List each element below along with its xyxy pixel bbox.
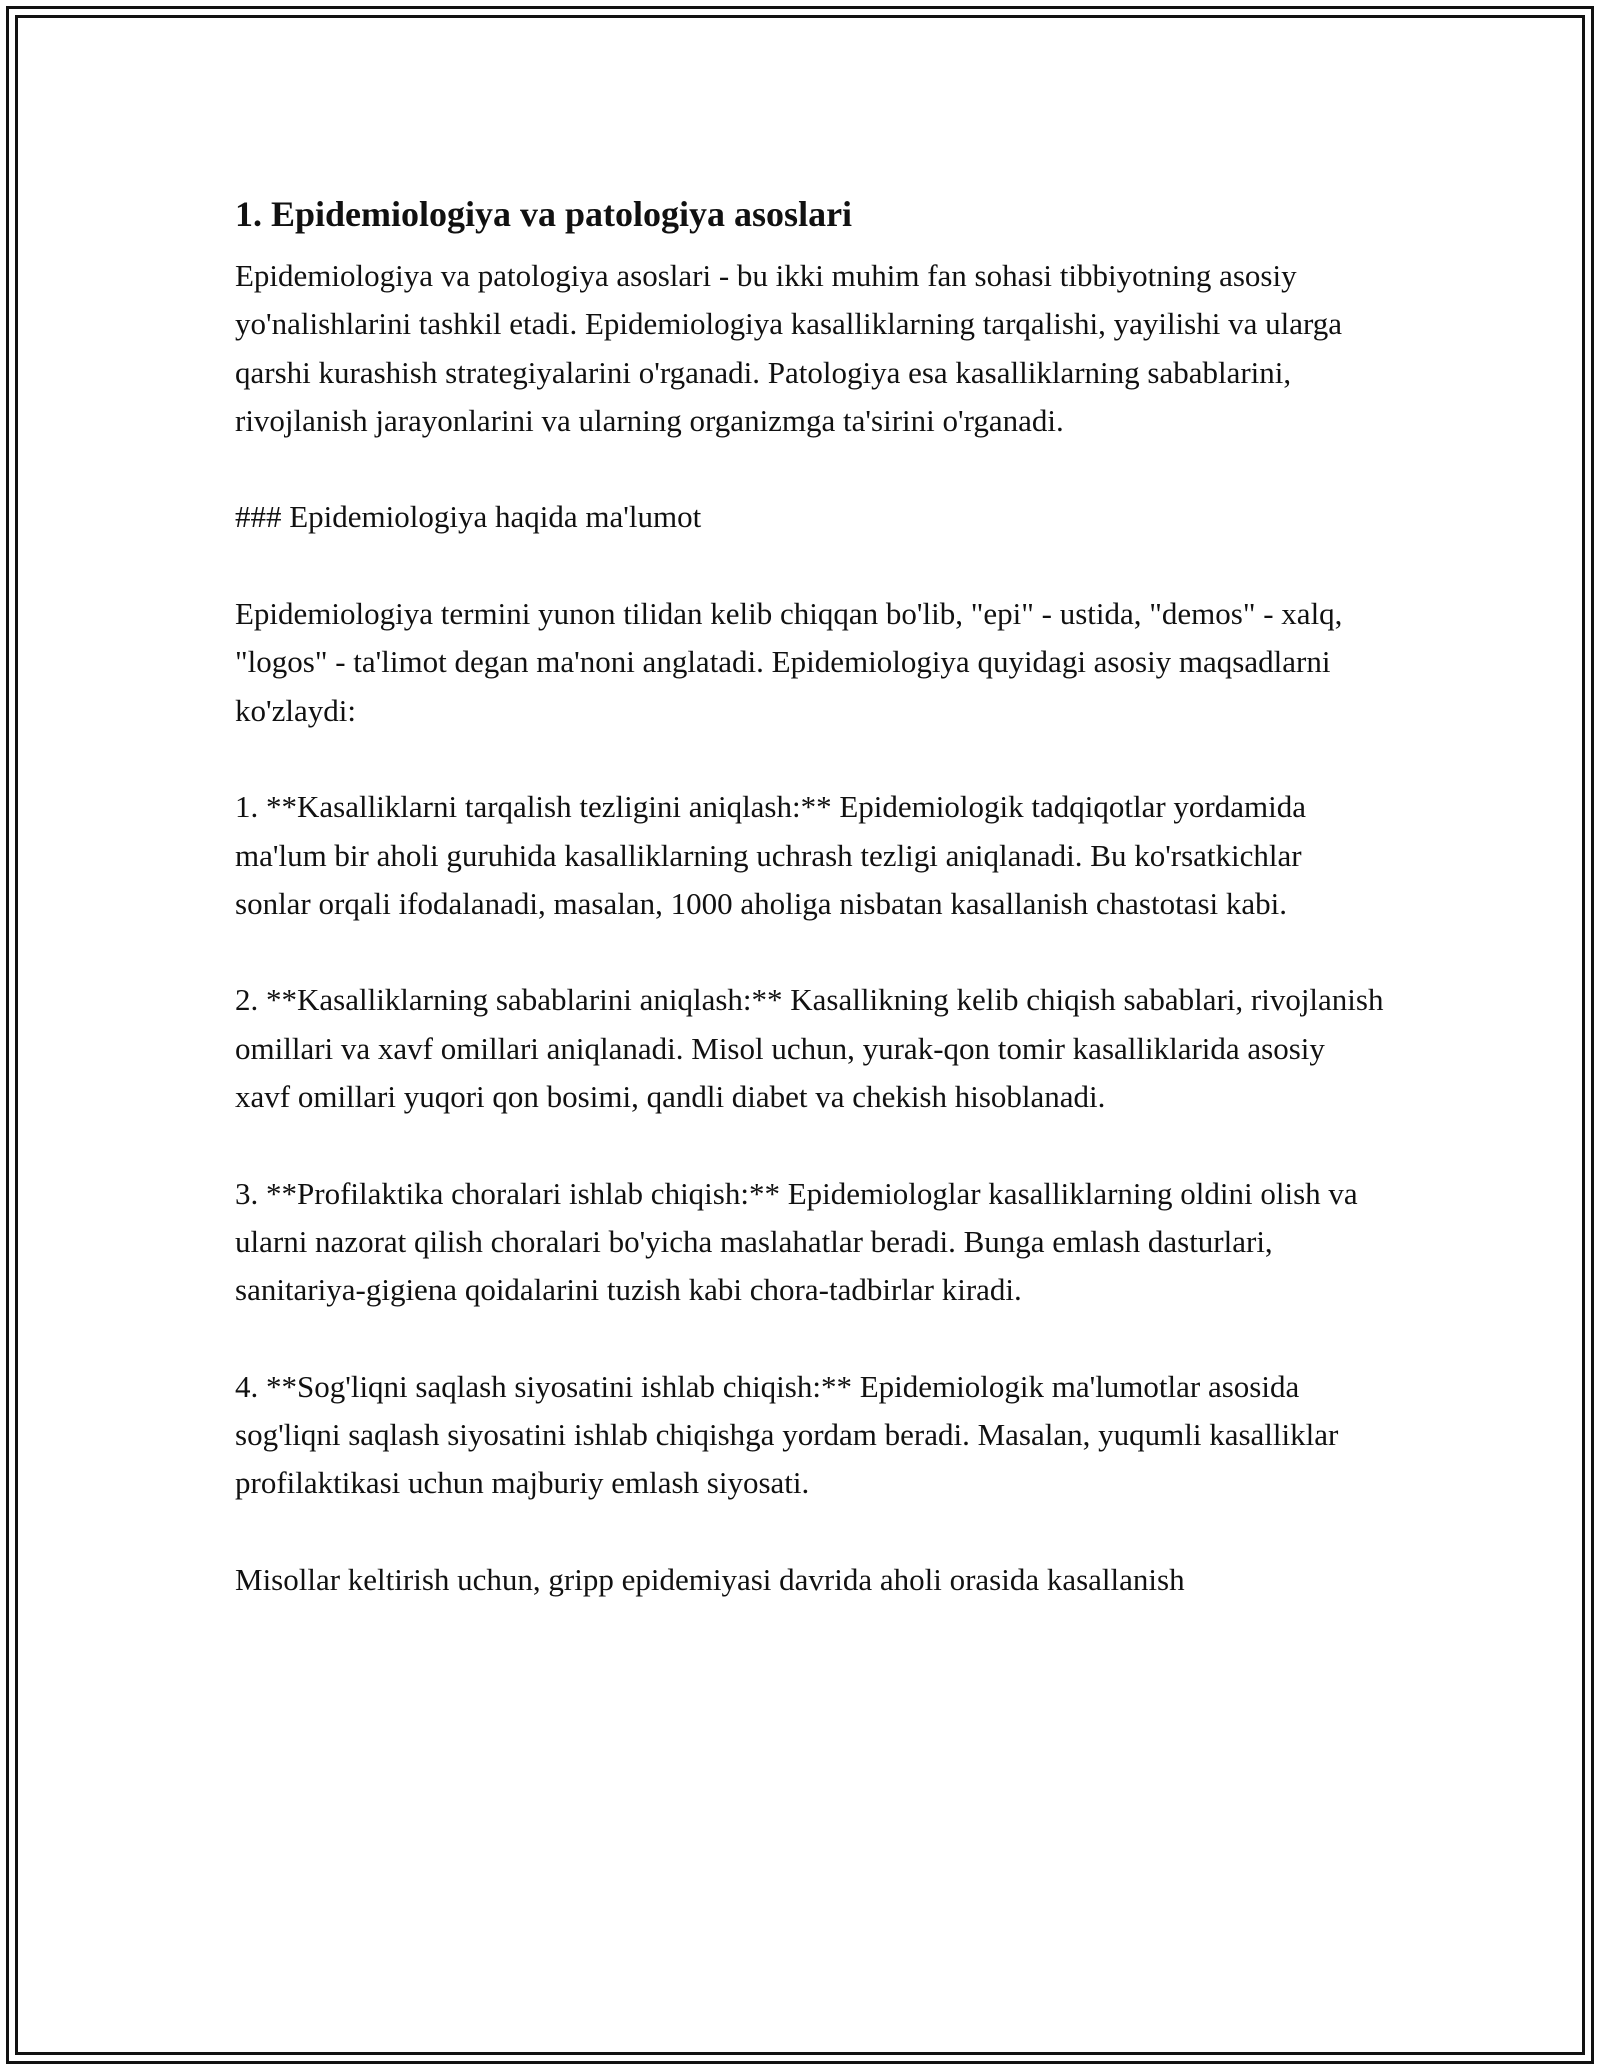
paragraph-item-4: 4. **Sog'liqni saqlash siyosatini ishlab chiqish:** Epidemiologik ma'lumotlar asosida sog'liqni saqlash siyosatini ishlab chiqishga yordam beradi. Masalan, yuqumli kasalliklar profilaktikasi uchun majburiy emlash siyosati. <box>235 1368 1339 1501</box>
paragraph-item-3: 3. **Profilaktika choralari ishlab chiqish:** Epidemiologlar kasalliklarning oldini olish va ularni nazorat qilish choralari bo'yicha maslahatlar beradi. Bunga emlash dasturlari, sanitariya-gigiena qoidalarini tuzish kabi chora-tadbirlar kiradi. <box>235 1175 1358 1308</box>
paragraph-item-1: 1. **Kasalliklarni tarqalish tezligini aniqlash:** Epidemiologik tadqiqotlar yordamida ma'lum bir aholi guruhida kasalliklarning uchrash tezligi aniqlanadi. Bu ko'rsatkichlar sonlar orqali ifodalanadi, masalan, 1000 aholiga nisbatan kasallanish chastotasi kabi. <box>235 789 1306 921</box>
paragraph-examples: Misollar keltirish uchun, gripp epidemiyasi davrida aholi orasida kasallanish <box>235 1562 1185 1598</box>
paragraph-item-2: 2. **Kasalliklarning sabablarini aniqlash:** Kasallikning kelib chiqish sabablari, rivojlanish omillari va xavf omillari aniqlanadi. Misol uchun, yurak-qon tomir kasalliklarida asosiy xavf omillari yuqori qon bosimi, qandli diabet va chekish hisoblanadi. <box>235 982 1384 1115</box>
document-body <box>235 190 1385 1653</box>
paragraph-subheading: ### Epidemiologiya haqida ma'lumot <box>235 499 702 535</box>
paragraph-etymology: Epidemiologiya termini yunon tilidan kelib chiqqan bo'lib, "epi" - ustida, "demos" - xalq, "logos" - ta'limot degan ma'noni anglatadi. Epidemiologiya quyidagi asosiy maqsadlarni ko'zlaydi: <box>235 596 1343 728</box>
paragraph-intro: Epidemiologiya va patologiya asoslari - bu ikki muhim fan sohasi tibbiyotning asosiy yo'nalishlarini tashkil etadi. Epidemiologiya kasalliklarning tarqalishi, yayilishi va ularga qarshi kurashish strategiyalarini o'rganadi. Patologiya esa kasalliklarning sabablarini, rivojlanish jarayonlarini va ularning organizmga ta'sirini o'rganadi. <box>235 258 1342 438</box>
section-title: 1. Epidemiologiya va patologiya asoslari <box>235 194 853 234</box>
